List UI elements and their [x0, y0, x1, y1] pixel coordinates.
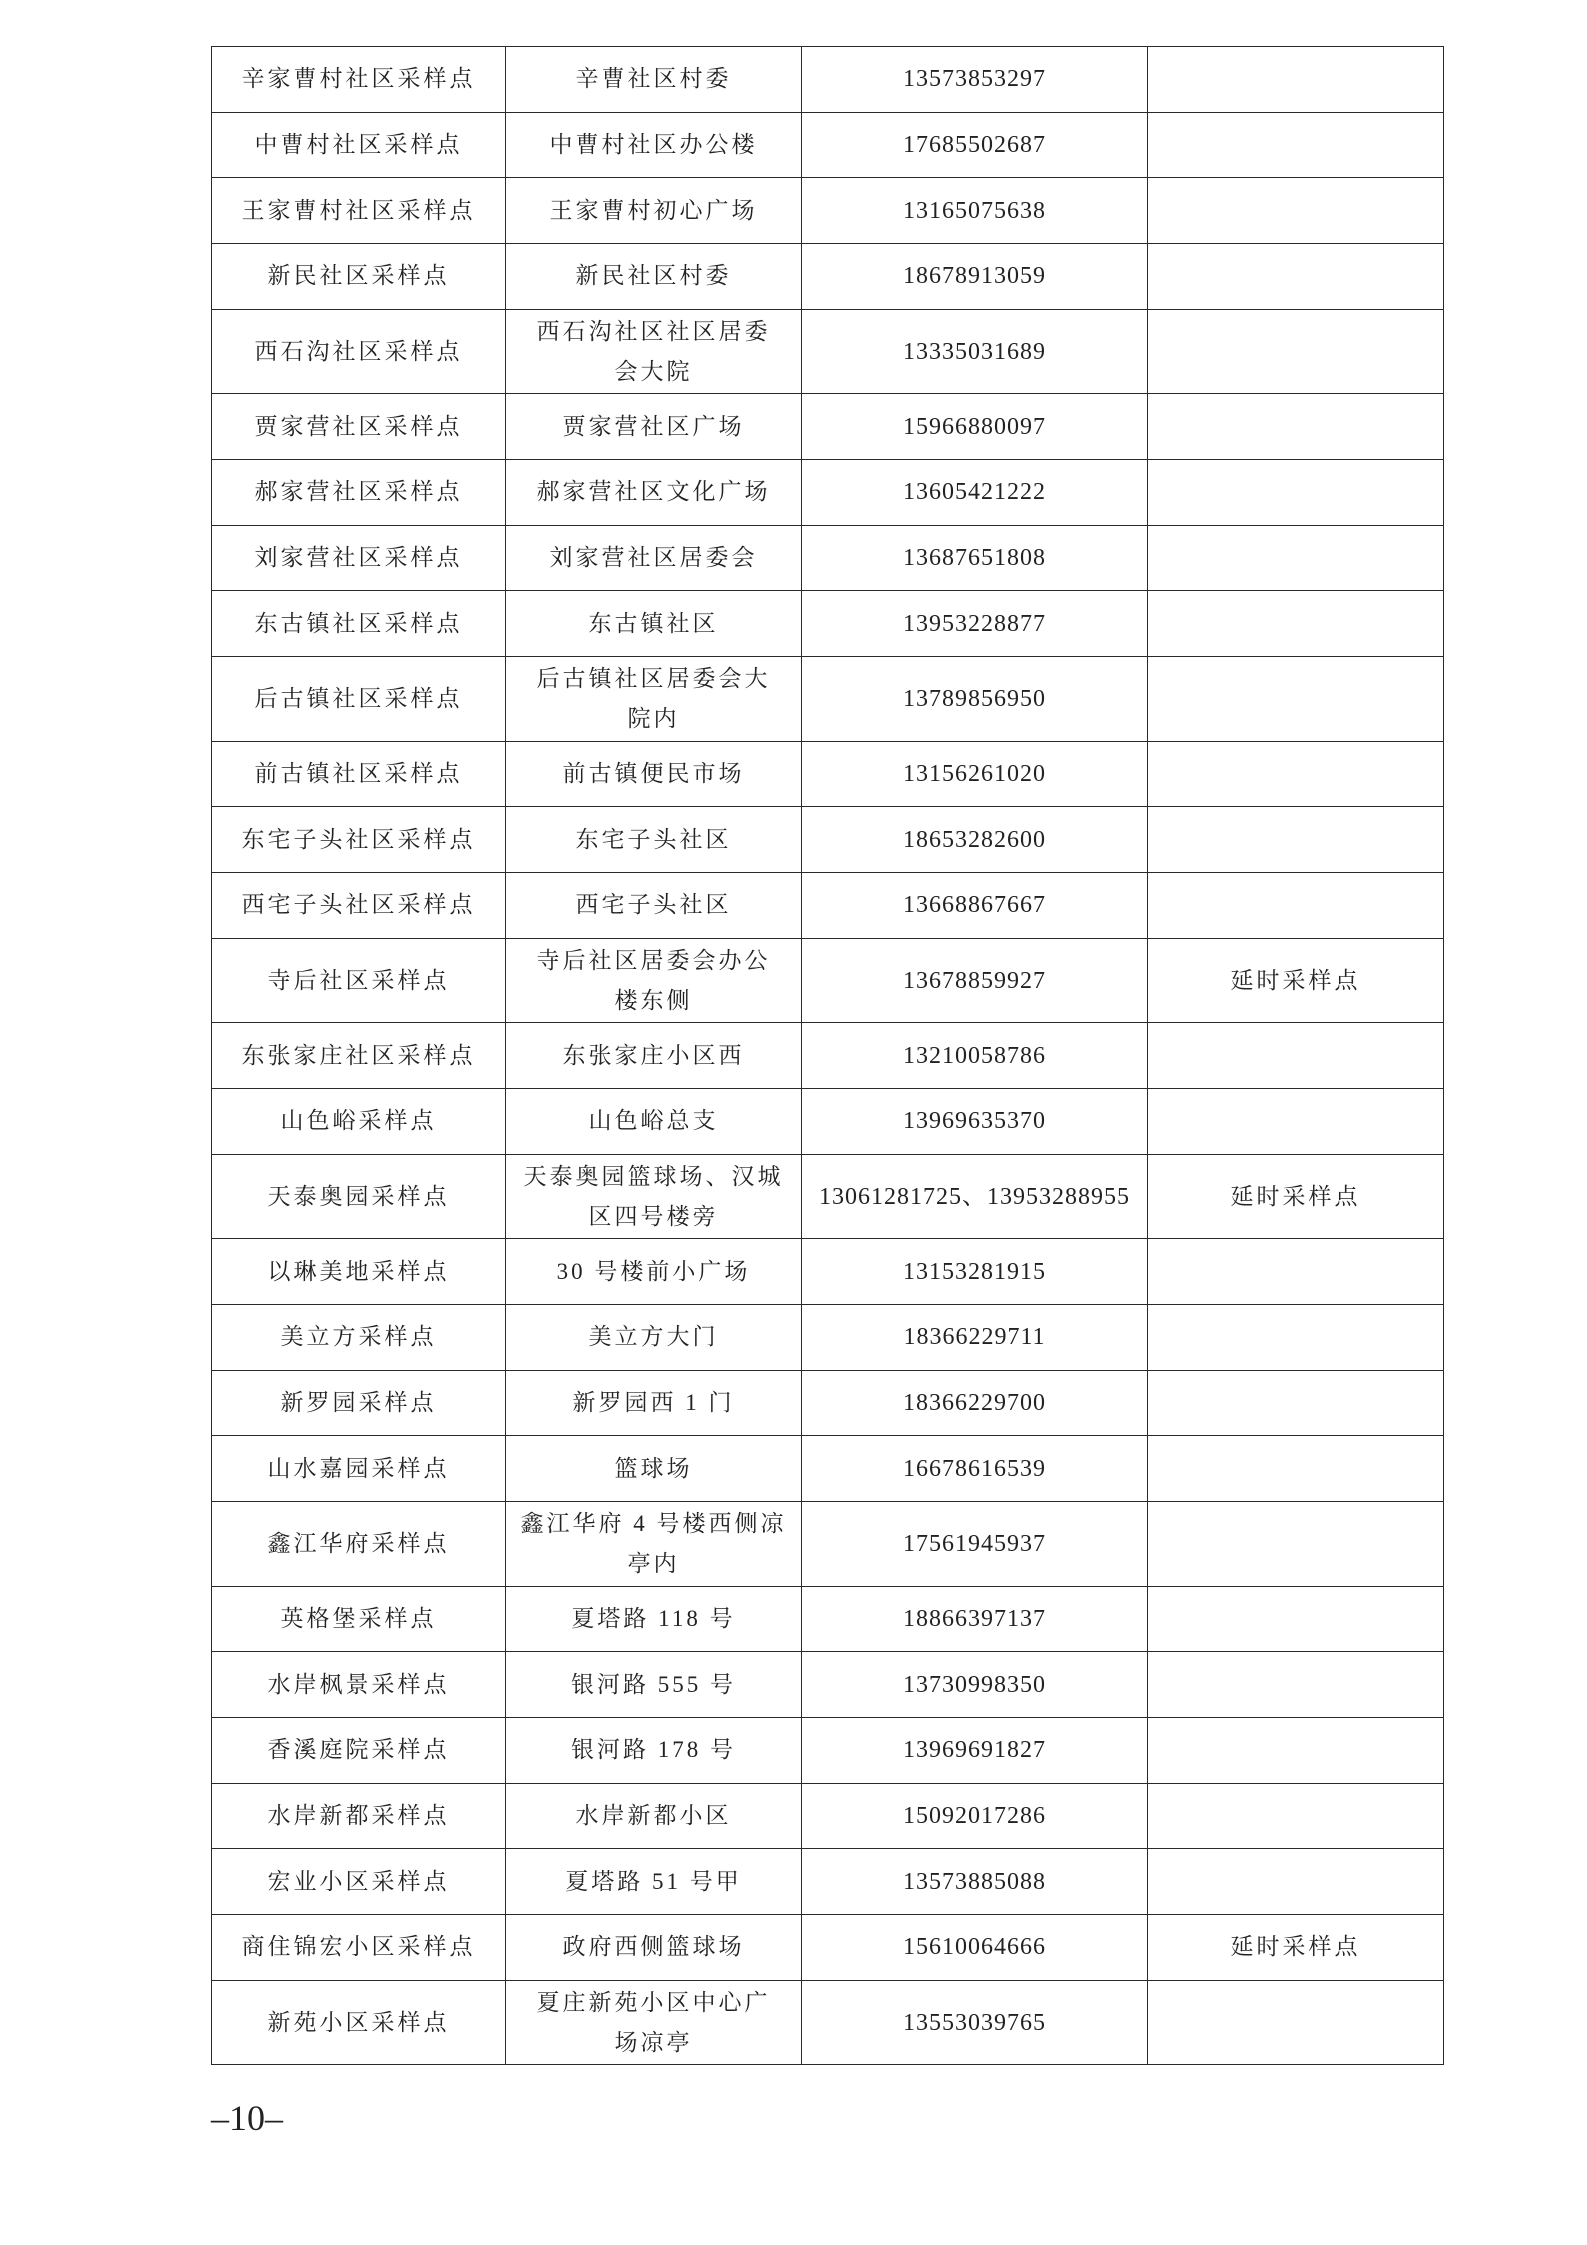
site-name: 英格堡采样点	[280, 1606, 437, 1631]
site-name: 鑫江华府采样点	[267, 1530, 450, 1556]
note-cell	[1148, 244, 1444, 310]
location-cell	[506, 1239, 802, 1305]
phone-cell	[802, 873, 1148, 939]
phone-number: 13969635370	[903, 1108, 1046, 1135]
phone-number: 17561945937	[903, 1530, 1046, 1557]
phone-cell	[802, 460, 1148, 526]
table-row	[212, 807, 1444, 873]
note-cell	[1148, 525, 1444, 591]
phone-number: 13210058786	[903, 1042, 1046, 1069]
site-name: 水岸新都采样点	[267, 1803, 450, 1829]
site-name: 宏业小区采样点	[267, 1868, 450, 1894]
location-line: 王家曹村初心广场	[549, 197, 758, 223]
table-row	[212, 741, 1444, 807]
location-line: 篮球场	[614, 1455, 693, 1481]
location-cell	[506, 460, 802, 526]
table-row	[212, 1849, 1444, 1915]
table-row	[212, 525, 1444, 591]
phone-cell	[802, 1915, 1148, 1981]
site-name-cell	[212, 1652, 506, 1718]
location-cell	[506, 1980, 802, 2065]
site-name: 山色峪采样点	[280, 1108, 437, 1134]
location-line: 辛曹社区村委	[575, 66, 732, 92]
table-row	[212, 938, 1444, 1023]
phone-cell	[802, 1305, 1148, 1371]
note-cell	[1148, 1436, 1444, 1502]
sampling-sites-table	[211, 46, 1444, 2065]
site-name-cell	[212, 47, 506, 113]
location-cell	[506, 112, 802, 178]
location-line: 水岸新都小区	[575, 1803, 732, 1829]
site-name: 水岸枫景采样点	[267, 1671, 450, 1697]
phone-number: 13573853297	[903, 66, 1046, 93]
location-line: 美立方大门	[588, 1324, 719, 1350]
table-row	[212, 1436, 1444, 1502]
site-name-cell	[212, 1023, 506, 1089]
location-cell	[506, 1154, 802, 1239]
site-name-cell	[212, 1239, 506, 1305]
site-name-cell	[212, 1370, 506, 1436]
location-line: 区四号楼旁	[588, 1203, 719, 1229]
phone-cell	[802, 244, 1148, 310]
phone-number: 13061281725、13953288955	[819, 1183, 1130, 1210]
location-line: 楼东侧	[614, 987, 693, 1013]
note-text: 延时采样点	[1230, 1183, 1361, 1209]
location-line: 亭内	[627, 1550, 680, 1576]
site-name: 新罗园采样点	[280, 1390, 437, 1416]
site-name: 美立方采样点	[280, 1324, 437, 1350]
location-cell	[506, 1652, 802, 1718]
note-cell	[1148, 1305, 1444, 1371]
site-name-cell	[212, 1154, 506, 1239]
location-cell	[506, 1370, 802, 1436]
note-cell	[1148, 112, 1444, 178]
site-name-cell	[212, 741, 506, 807]
note-cell	[1148, 1023, 1444, 1089]
table-row	[212, 1502, 1444, 1587]
table-row	[212, 1783, 1444, 1849]
location-cell	[506, 591, 802, 657]
site-name: 寺后社区采样点	[267, 967, 450, 993]
note-cell	[1148, 1239, 1444, 1305]
location-line: 会大院	[614, 358, 693, 384]
site-name-cell	[212, 1783, 506, 1849]
site-name-cell	[212, 1980, 506, 2065]
location-line: 天泰奥园篮球场、汉城	[523, 1163, 784, 1189]
phone-number: 18678913059	[903, 263, 1046, 290]
table-row	[212, 591, 1444, 657]
location-cell	[506, 873, 802, 939]
location-cell	[506, 1089, 802, 1155]
phone-number: 13668867667	[903, 892, 1046, 919]
location-line: 后古镇社区居委会大	[536, 665, 771, 691]
location-line: 西宅子头社区	[575, 892, 732, 918]
phone-cell	[802, 178, 1148, 244]
note-text: 延时采样点	[1230, 967, 1361, 993]
phone-cell	[802, 938, 1148, 1023]
phone-cell	[802, 47, 1148, 113]
phone-cell	[802, 1586, 1148, 1652]
phone-cell	[802, 525, 1148, 591]
phone-number: 17685502687	[903, 132, 1046, 159]
location-line: 院内	[627, 705, 680, 731]
site-name-cell	[212, 807, 506, 873]
note-cell	[1148, 1980, 1444, 2065]
site-name-cell	[212, 178, 506, 244]
phone-cell	[802, 1436, 1148, 1502]
location-line: 西石沟社区社区居委	[536, 318, 771, 344]
phone-cell	[802, 1652, 1148, 1718]
site-name: 天泰奥园采样点	[267, 1183, 450, 1209]
table-row	[212, 1305, 1444, 1371]
location-cell	[506, 807, 802, 873]
phone-cell	[802, 1502, 1148, 1587]
phone-number: 18866397137	[903, 1606, 1046, 1632]
phone-number: 13573885088	[903, 1868, 1046, 1895]
location-line: 场凉亭	[614, 2029, 693, 2055]
site-name: 郝家营社区采样点	[254, 479, 463, 505]
location-line: 鑫江华府 4 号楼西侧凉	[520, 1510, 787, 1536]
phone-number: 15966880097	[903, 413, 1046, 440]
phone-number: 13335031689	[903, 338, 1046, 365]
note-cell	[1148, 1783, 1444, 1849]
location-cell	[506, 309, 802, 394]
note-cell	[1148, 1502, 1444, 1587]
note-cell	[1148, 178, 1444, 244]
table-row	[212, 1718, 1444, 1784]
phone-number: 18366229711	[903, 1324, 1046, 1351]
location-line: 新罗园西 1 门	[572, 1390, 735, 1416]
note-cell	[1148, 1849, 1444, 1915]
phone-number: 13969691827	[903, 1737, 1046, 1764]
location-line: 银河路 178 号	[571, 1737, 736, 1763]
location-line: 中曹村社区办公楼	[549, 132, 758, 158]
table-row	[212, 1915, 1444, 1981]
site-name-cell	[212, 112, 506, 178]
phone-cell	[802, 741, 1148, 807]
note-cell	[1148, 1154, 1444, 1239]
phone-cell	[802, 1239, 1148, 1305]
site-name: 新民社区采样点	[267, 263, 450, 289]
site-name-cell	[212, 1915, 506, 1981]
note-cell	[1148, 591, 1444, 657]
site-name: 以琳美地采样点	[267, 1258, 450, 1284]
location-line: 贾家营社区广场	[562, 413, 745, 439]
table-row	[212, 47, 1444, 113]
note-cell	[1148, 1652, 1444, 1718]
site-name: 东张家庄社区采样点	[241, 1042, 476, 1068]
note-cell	[1148, 873, 1444, 939]
site-name-cell	[212, 591, 506, 657]
note-cell	[1148, 657, 1444, 742]
phone-cell	[802, 1718, 1148, 1784]
table-row	[212, 1586, 1444, 1652]
site-name: 中曹村社区采样点	[254, 132, 463, 158]
phone-cell	[802, 1783, 1148, 1849]
phone-number: 13789856950	[903, 685, 1046, 712]
phone-cell	[802, 1023, 1148, 1089]
location-line: 新民社区村委	[575, 263, 732, 289]
location-cell	[506, 1436, 802, 1502]
note-cell	[1148, 938, 1444, 1023]
location-line: 东古镇社区	[588, 610, 719, 636]
location-line: 银河路 555 号	[571, 1671, 736, 1697]
note-cell	[1148, 460, 1444, 526]
location-cell	[506, 178, 802, 244]
note-cell	[1148, 1718, 1444, 1784]
note-cell	[1148, 741, 1444, 807]
table-row	[212, 1154, 1444, 1239]
site-name: 王家曹村社区采样点	[241, 197, 476, 223]
phone-cell	[802, 1154, 1148, 1239]
phone-number: 18366229700	[903, 1390, 1046, 1417]
table-row	[212, 1089, 1444, 1155]
location-line: 前古镇便民市场	[562, 761, 745, 787]
site-name-cell	[212, 309, 506, 394]
phone-number: 13730998350	[903, 1671, 1046, 1698]
location-line: 30 号楼前小广场	[556, 1258, 751, 1284]
location-cell	[506, 1718, 802, 1784]
location-cell	[506, 741, 802, 807]
phone-number: 16678616539	[903, 1455, 1046, 1482]
site-name-cell	[212, 938, 506, 1023]
site-name: 西宅子头社区采样点	[241, 892, 476, 918]
site-name: 香溪庭院采样点	[267, 1737, 450, 1763]
location-line: 东宅子头社区	[575, 826, 732, 852]
site-name-cell	[212, 1849, 506, 1915]
site-name: 贾家营社区采样点	[254, 413, 463, 439]
table-row	[212, 1023, 1444, 1089]
table-row	[212, 460, 1444, 526]
location-cell	[506, 244, 802, 310]
table-row	[212, 657, 1444, 742]
phone-cell	[802, 394, 1148, 460]
phone-cell	[802, 309, 1148, 394]
note-cell	[1148, 807, 1444, 873]
site-name: 西石沟社区采样点	[254, 338, 463, 364]
location-cell	[506, 525, 802, 591]
phone-number: 13165075638	[903, 197, 1046, 224]
note-cell	[1148, 309, 1444, 394]
site-name-cell	[212, 244, 506, 310]
location-cell	[506, 1849, 802, 1915]
site-name: 商住锦宏小区采样点	[241, 1934, 476, 1960]
phone-number: 15610064666	[903, 1934, 1046, 1961]
site-name-cell	[212, 1586, 506, 1652]
location-line: 东张家庄小区西	[562, 1042, 745, 1068]
phone-number: 13153281915	[903, 1258, 1046, 1285]
location-line: 刘家营社区居委会	[549, 545, 758, 571]
table-row	[212, 1370, 1444, 1436]
phone-cell	[802, 1370, 1148, 1436]
location-line: 郝家营社区文化广场	[536, 479, 771, 505]
location-cell	[506, 938, 802, 1023]
location-line: 夏塔路 118 号	[571, 1606, 736, 1631]
location-cell	[506, 1783, 802, 1849]
phone-number: 13953228877	[903, 610, 1046, 637]
location-line: 夏塔路 51 号甲	[565, 1868, 742, 1894]
phone-number: 13605421222	[903, 479, 1046, 506]
phone-number: 13678859927	[903, 967, 1046, 994]
table-row	[212, 873, 1444, 939]
phone-cell	[802, 1849, 1148, 1915]
site-name-cell	[212, 1718, 506, 1784]
location-line: 夏庄新苑小区中心广	[536, 1989, 771, 2015]
site-name-cell	[212, 873, 506, 939]
site-name: 刘家营社区采样点	[254, 545, 463, 571]
site-name: 后古镇社区采样点	[254, 685, 463, 711]
site-name: 东宅子头社区采样点	[241, 826, 476, 852]
note-cell	[1148, 1915, 1444, 1981]
site-name: 东古镇社区采样点	[254, 610, 463, 636]
phone-number: 13687651808	[903, 545, 1046, 572]
table-row	[212, 394, 1444, 460]
table-row	[212, 112, 1444, 178]
note-cell	[1148, 394, 1444, 460]
location-cell	[506, 1023, 802, 1089]
location-cell	[506, 1502, 802, 1587]
phone-cell	[802, 112, 1148, 178]
site-name-cell	[212, 394, 506, 460]
table-row	[212, 1652, 1444, 1718]
site-name: 山水嘉园采样点	[267, 1455, 450, 1481]
phone-cell	[802, 1980, 1148, 2065]
site-name: 辛家曹村社区采样点	[241, 66, 476, 92]
phone-cell	[802, 591, 1148, 657]
note-cell	[1148, 47, 1444, 113]
note-cell	[1148, 1370, 1444, 1436]
location-cell	[506, 1586, 802, 1652]
site-name-cell	[212, 460, 506, 526]
note-cell	[1148, 1586, 1444, 1652]
phone-number: 18653282600	[903, 826, 1046, 853]
site-name-cell	[212, 525, 506, 591]
site-name: 前古镇社区采样点	[254, 761, 463, 787]
site-name-cell	[212, 1305, 506, 1371]
location-cell	[506, 47, 802, 113]
phone-cell	[802, 807, 1148, 873]
table-row	[212, 178, 1444, 244]
site-name-cell	[212, 1436, 506, 1502]
location-cell	[506, 1915, 802, 1981]
note-cell	[1148, 1089, 1444, 1155]
location-cell	[506, 657, 802, 742]
site-name-cell	[212, 657, 506, 742]
page-number: –10–	[211, 2098, 283, 2138]
table-row	[212, 309, 1444, 394]
location-cell	[506, 394, 802, 460]
phone-number: 13156261020	[903, 761, 1046, 788]
phone-number: 13553039765	[903, 2009, 1046, 2036]
phone-cell	[802, 657, 1148, 742]
table-row	[212, 1239, 1444, 1305]
phone-cell	[802, 1089, 1148, 1155]
note-text: 延时采样点	[1230, 1934, 1361, 1960]
location-line: 寺后社区居委会办公	[536, 947, 771, 973]
site-name-cell	[212, 1089, 506, 1155]
location-line: 政府西侧篮球场	[562, 1934, 745, 1960]
site-name: 新苑小区采样点	[267, 2009, 450, 2035]
table-body	[212, 47, 1444, 2065]
location-cell	[506, 1305, 802, 1371]
table-row	[212, 1980, 1444, 2065]
table-row	[212, 244, 1444, 310]
location-line: 山色峪总支	[588, 1108, 719, 1134]
site-name-cell	[212, 1502, 506, 1587]
phone-number: 15092017286	[903, 1803, 1046, 1830]
